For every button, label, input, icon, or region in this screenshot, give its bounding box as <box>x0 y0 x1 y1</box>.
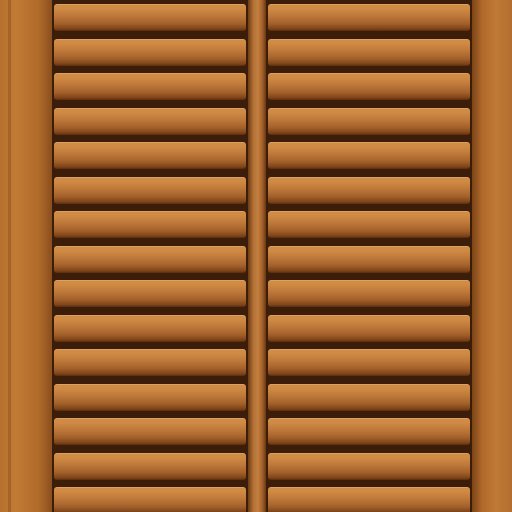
louver-slat <box>268 280 470 307</box>
louver-slat <box>54 418 246 445</box>
louver-slat <box>268 418 470 445</box>
louver-slat <box>268 177 470 204</box>
louver-slat <box>54 315 246 342</box>
louver-slat <box>54 384 246 411</box>
right-louver-panel <box>266 0 472 512</box>
louver-slat <box>54 177 246 204</box>
louver-slat <box>54 349 246 376</box>
louver-slat <box>54 108 246 135</box>
louver-slat <box>54 4 246 31</box>
louver-slat <box>268 211 470 238</box>
louver-slat <box>268 39 470 66</box>
louver-slat <box>268 453 470 480</box>
louver-slat <box>54 246 246 273</box>
louver-slat <box>268 108 470 135</box>
louver-slat <box>268 4 470 31</box>
louver-slat <box>268 349 470 376</box>
louver-slat <box>54 39 246 66</box>
louver-slat <box>268 487 470 512</box>
louver-slat <box>54 73 246 100</box>
louver-slat <box>268 73 470 100</box>
louver-slat <box>268 384 470 411</box>
left-louver-panel <box>52 0 248 512</box>
louver-slat <box>268 315 470 342</box>
right-frame <box>472 0 512 512</box>
louver-slat <box>54 142 246 169</box>
louver-slat <box>54 280 246 307</box>
louver-slat <box>268 246 470 273</box>
louver-slat <box>54 453 246 480</box>
louver-slat <box>54 487 246 512</box>
louver-slat <box>54 211 246 238</box>
louver-slat <box>268 142 470 169</box>
left-frame <box>0 0 52 512</box>
center-stile <box>248 0 266 512</box>
